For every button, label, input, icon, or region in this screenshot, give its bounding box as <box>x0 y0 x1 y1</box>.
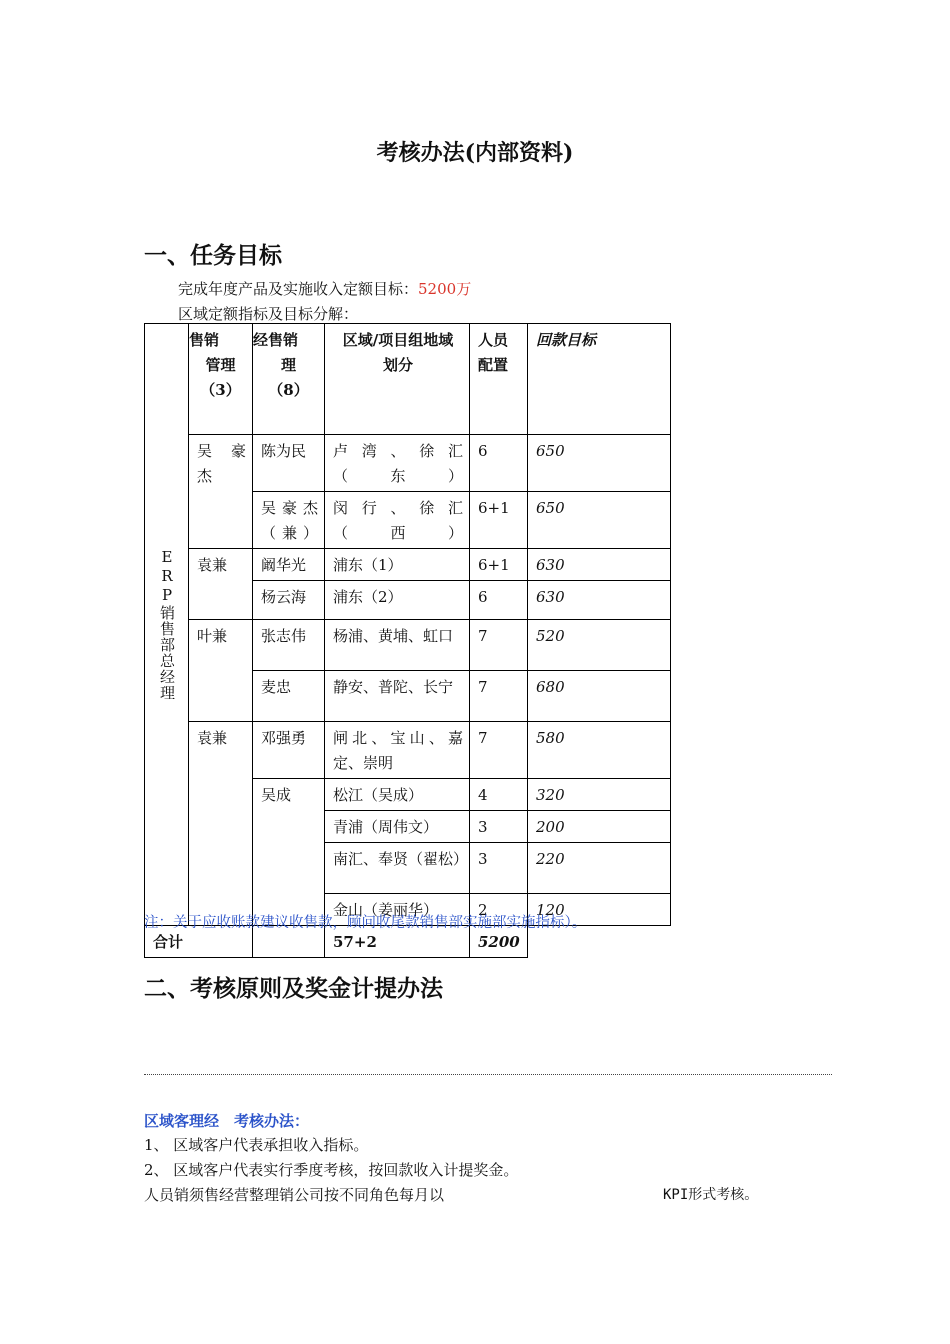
table-note: 注：关于应收账款建议收售款，顾问收尾款销售部实施部实施指标）。 <box>144 915 587 931</box>
list-item: 2、 区域客户代表实行季度考核，按回款收入计提奖金。 <box>144 1161 519 1179</box>
list-item-kpi: KPI形式考核。 <box>663 1187 759 1203</box>
target-cell: 120 <box>528 894 671 926</box>
manager-cell: 吴 豪 杰 <box>189 435 253 549</box>
area-cell: 松江（吴成） <box>325 779 470 811</box>
staff-cell: 7 <box>470 671 528 722</box>
staff-cell: 2 <box>470 894 528 926</box>
staff-cell: 7 <box>470 620 528 671</box>
staff-cell: 3 <box>470 811 528 843</box>
header-sales: 经售销 理 （8） <box>253 324 325 435</box>
total-target: 5200 <box>470 926 528 958</box>
sales-cell: 吴豪杰（兼） <box>253 492 325 549</box>
annual-target-label: 完成年度产品及实施收入定额目标： <box>178 280 419 298</box>
section-heading-task-goals: 一、任务目标 <box>144 243 282 269</box>
sales-cell: 陈为民 <box>253 435 325 492</box>
total-staff: 57+2 <box>325 926 470 958</box>
target-cell: 200 <box>528 811 671 843</box>
list-item: 1、 区域客户代表承担收入指标。 <box>144 1136 369 1154</box>
staff-cell: 6 <box>470 581 528 620</box>
area-cell: 闵 行 、 徐 汇 （西） <box>325 492 470 549</box>
table-row <box>145 722 671 779</box>
target-cell: 650 <box>528 492 671 549</box>
annual-target-line <box>178 278 471 299</box>
side-label-cell <box>145 324 189 926</box>
manager-cell: 袁兼 <box>189 722 253 926</box>
area-cell: 静安、普陀、长宁 <box>325 671 470 722</box>
target-cell: 220 <box>528 843 671 894</box>
dotted-divider <box>144 1074 832 1075</box>
target-cell: 320 <box>528 779 671 811</box>
target-cell: 630 <box>528 581 671 620</box>
staff-cell: 6+1 <box>470 492 528 549</box>
staff-cell: 6 <box>470 435 528 492</box>
target-breakdown-table <box>144 323 671 958</box>
area-cell: 青浦（周伟文） <box>325 811 470 843</box>
target-cell: 520 <box>528 620 671 671</box>
table-row <box>145 620 671 671</box>
area-cell: 杨浦、黄埔、虹口 <box>325 620 470 671</box>
sales-cell: 张志伟 <box>253 620 325 671</box>
target-cell: 630 <box>528 549 671 581</box>
target-cell: 580 <box>528 722 671 779</box>
manager-cell: 袁兼 <box>189 549 253 620</box>
header-staff: 人员 配置 <box>470 324 528 435</box>
manager-cell: 叶兼 <box>189 620 253 722</box>
breakdown-intro: 区域定额指标及目标分解： <box>178 305 359 323</box>
area-cell: 金山（姜丽华） <box>325 894 470 926</box>
header-manager: 售销 管理 （3） <box>189 324 253 435</box>
area-cell: 浦东（2） <box>325 581 470 620</box>
area-cell: 南汇、奉贤（翟松） <box>325 843 470 894</box>
section3-sub-heading: 区域客理经 考核办法： <box>144 1112 310 1130</box>
target-cell: 650 <box>528 435 671 492</box>
sales-cell: 邓强勇 <box>253 722 325 779</box>
table-row <box>145 435 671 492</box>
section-heading-principles: 二、考核原则及奖金计提办法 <box>144 976 443 1002</box>
table-row <box>145 549 671 581</box>
table-header-row <box>145 324 671 435</box>
annual-target-amount: 5200万 <box>418 280 472 298</box>
sales-cell: 吴成 <box>253 779 325 926</box>
total-label: 合计 <box>145 926 253 958</box>
side-label: ERP销售部总经理 <box>158 548 176 701</box>
area-cell: 浦东（1） <box>325 549 470 581</box>
staff-cell: 4 <box>470 779 528 811</box>
area-cell: 卢 湾 、 徐 汇 （东） <box>325 435 470 492</box>
staff-cell: 7 <box>470 722 528 779</box>
list-item: 人员销须售经营整理销公司按不同角色每月以 <box>144 1186 445 1204</box>
staff-cell: 6+1 <box>470 549 528 581</box>
sales-cell: 麦忠 <box>253 671 325 722</box>
sales-cell: 阚华光 <box>253 549 325 581</box>
target-cell: 680 <box>528 671 671 722</box>
area-cell: 闸北、宝山、嘉定、崇明 <box>325 722 470 779</box>
staff-cell: 3 <box>470 843 528 894</box>
header-target: 回款目标 <box>528 324 671 435</box>
sales-cell: 杨云海 <box>253 581 325 620</box>
page-title: 考核办法(内部资料) <box>376 140 574 166</box>
header-area: 区域/项目组地域 划分 <box>325 324 470 435</box>
